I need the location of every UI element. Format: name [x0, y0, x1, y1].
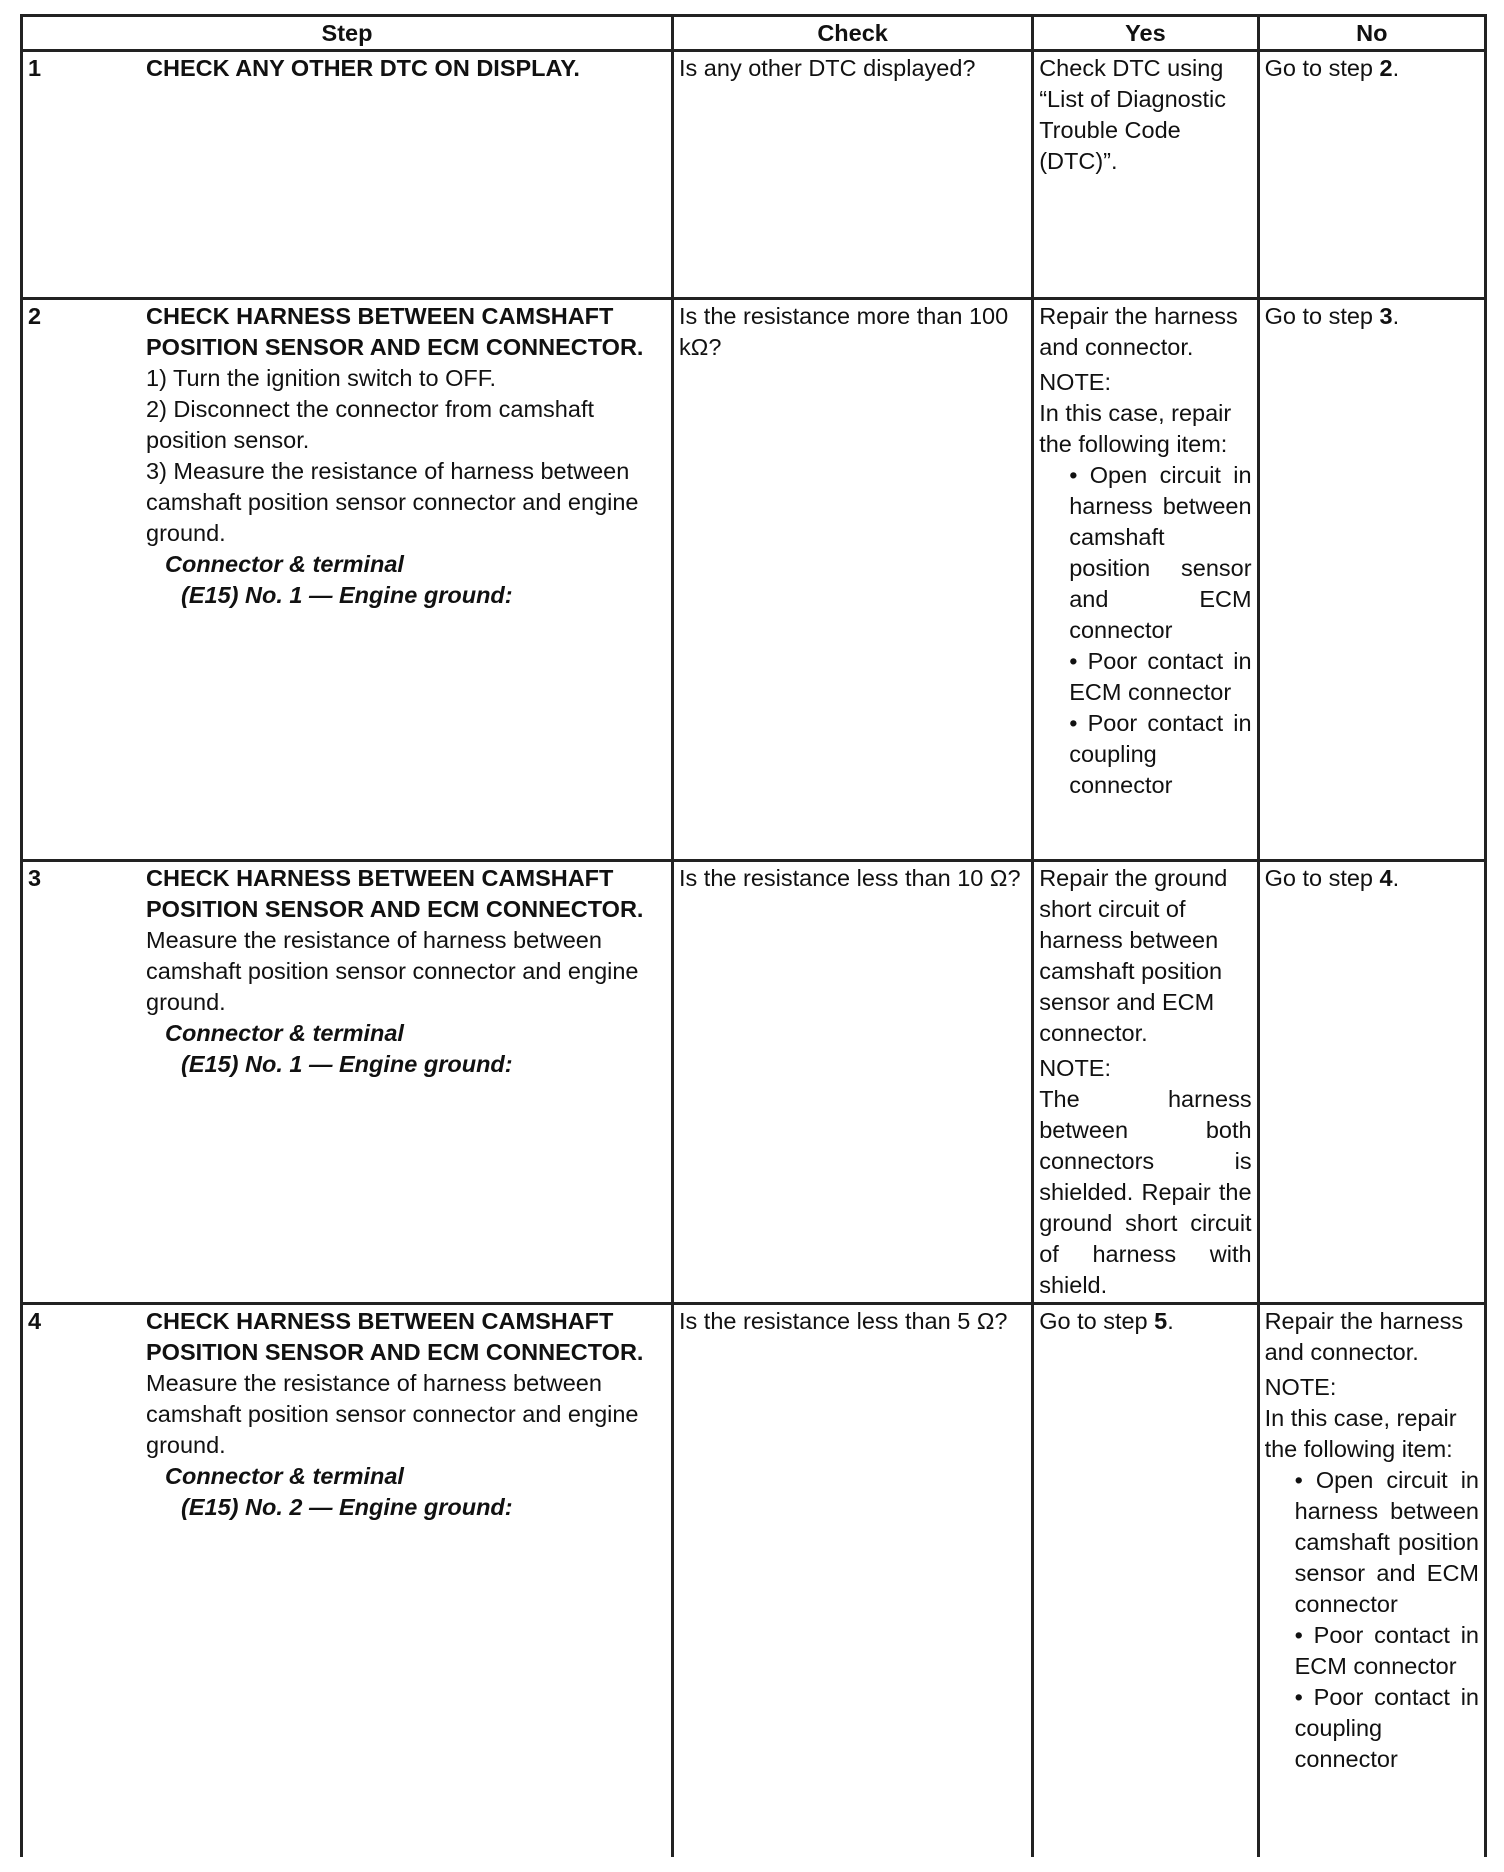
yes-action-prefix: Go to step	[1039, 1308, 1155, 1334]
step-title: CHECK HARNESS BETWEEN CAMSHAFT POSITION SENSOR AND ECM CONNECTOR.	[146, 865, 644, 922]
step-number: 2	[28, 303, 42, 329]
note-label: NOTE:	[1039, 1055, 1112, 1081]
step-cell	[22, 1304, 673, 1858]
yes-action-suffix: .	[1167, 1308, 1174, 1334]
no-action-prefix: Go to step	[1264, 865, 1380, 891]
no-action-suffix: .	[1392, 55, 1400, 81]
check-question: Is the resistance less than 5 Ω?	[679, 1308, 1008, 1334]
note-label: NOTE:	[1039, 369, 1112, 395]
check-question: Is any other DTC displayed?	[679, 55, 976, 81]
table-row-step-1	[22, 51, 1486, 299]
header-check: Check	[673, 16, 1033, 51]
diagnostic-procedure-sheet	[20, 14, 1487, 1857]
step-title: CHECK ANY OTHER DTC ON DISPLAY.	[146, 55, 580, 81]
check-cell	[673, 861, 1033, 1304]
list-item: • Poor contact in ECM connector	[1295, 1620, 1479, 1682]
no-cell	[1258, 861, 1485, 1304]
no-action-prefix: Go to step	[1264, 55, 1380, 81]
check-cell	[673, 1304, 1033, 1858]
list-item: • Poor contact in coupling connector	[1295, 1682, 1479, 1775]
yes-action: Repair the harness and connector.	[1039, 303, 1238, 360]
header-row	[22, 16, 1486, 51]
note-label: NOTE:	[1264, 1374, 1337, 1400]
step-cell	[22, 861, 673, 1304]
check-question: Is the resistance more than 100 kΩ?	[679, 303, 1009, 360]
header-yes: Yes	[1033, 16, 1258, 51]
no-cell	[1258, 299, 1485, 861]
check-question: Is the resistance less than 10 Ω?	[679, 865, 1021, 891]
connector-title: Connector & terminal	[165, 1020, 404, 1046]
connector-title: Connector & terminal	[165, 1463, 404, 1489]
no-step-ref: 4	[1379, 865, 1393, 891]
yes-action: Check DTC using “List of Diagnostic Trouble Code (DTC)”.	[1039, 55, 1226, 174]
yes-cell	[1033, 299, 1258, 861]
step-cell	[22, 51, 673, 299]
no-step-ref: 2	[1379, 55, 1393, 81]
diagnostic-procedure-table	[20, 14, 1487, 1857]
note-text: In this case, repair the following item:	[1039, 400, 1232, 457]
step-number: 1	[28, 55, 42, 81]
note-text: The harness between both connectors is shielded. Repair the ground short circuit of harness with shield.	[1039, 1086, 1252, 1298]
list-item: • Poor contact in coupling connector	[1069, 708, 1251, 801]
table-row-step-3	[22, 861, 1486, 1304]
yes-cell	[1033, 1304, 1258, 1858]
table-row-step-2	[22, 299, 1486, 861]
yes-step-ref: 5	[1154, 1308, 1168, 1334]
list-item: • Poor contact in ECM connector	[1069, 646, 1251, 708]
connector-title: Connector & terminal	[165, 551, 404, 577]
step-number: 3	[28, 865, 42, 891]
no-cell	[1258, 51, 1485, 299]
list-item: • Open circuit in harness between camshaft position sensor and ECM connector	[1069, 460, 1251, 646]
list-item: • Open circuit in harness between camshaft position sensor and ECM connector	[1295, 1465, 1479, 1620]
check-cell	[673, 51, 1033, 299]
header-no: No	[1258, 16, 1485, 51]
step-cell	[22, 299, 673, 861]
step-title: CHECK HARNESS BETWEEN CAMSHAFT POSITION SENSOR AND ECM CONNECTOR.	[146, 303, 644, 360]
no-cell	[1258, 1304, 1485, 1858]
no-step-ref: 3	[1379, 303, 1393, 329]
step-title: CHECK HARNESS BETWEEN CAMSHAFT POSITION SENSOR AND ECM CONNECTOR.	[146, 1308, 644, 1365]
header-step: Step	[22, 16, 673, 51]
substep-2: 2) Disconnect the connector from camshaft position sensor.	[146, 396, 595, 453]
no-action-prefix: Go to step	[1264, 303, 1380, 329]
connector-terminal: (E15) No. 2 — Engine ground:	[181, 1494, 513, 1520]
connector-terminal: (E15) No. 1 — Engine ground:	[181, 1051, 513, 1077]
step-number: 4	[28, 1308, 42, 1334]
yes-cell	[1033, 861, 1258, 1304]
repair-item-list	[1265, 1465, 1479, 1775]
no-action-suffix: .	[1392, 865, 1400, 891]
repair-item-list	[1039, 460, 1251, 801]
substep-1: 1) Turn the ignition switch to OFF.	[146, 365, 497, 391]
table-row-step-4	[22, 1304, 1486, 1858]
substep-3: 3) Measure the resistance of harness between camshaft position sensor connector and engine ground.	[146, 458, 639, 546]
no-action-suffix: .	[1392, 303, 1400, 329]
note-text: In this case, repair the following item:	[1264, 1405, 1457, 1462]
yes-cell	[1033, 51, 1258, 299]
step-description: Measure the resistance of harness between camshaft position sensor connector and engine ground.	[146, 927, 639, 1015]
no-action: Repair the harness and connector.	[1264, 1308, 1464, 1365]
yes-action: Repair the ground short circuit of harness between camshaft position sensor and ECM connector.	[1039, 865, 1228, 1046]
step-description: Measure the resistance of harness between camshaft position sensor connector and engine ground.	[146, 1370, 639, 1458]
connector-terminal: (E15) No. 1 — Engine ground:	[181, 582, 513, 608]
check-cell	[673, 299, 1033, 861]
